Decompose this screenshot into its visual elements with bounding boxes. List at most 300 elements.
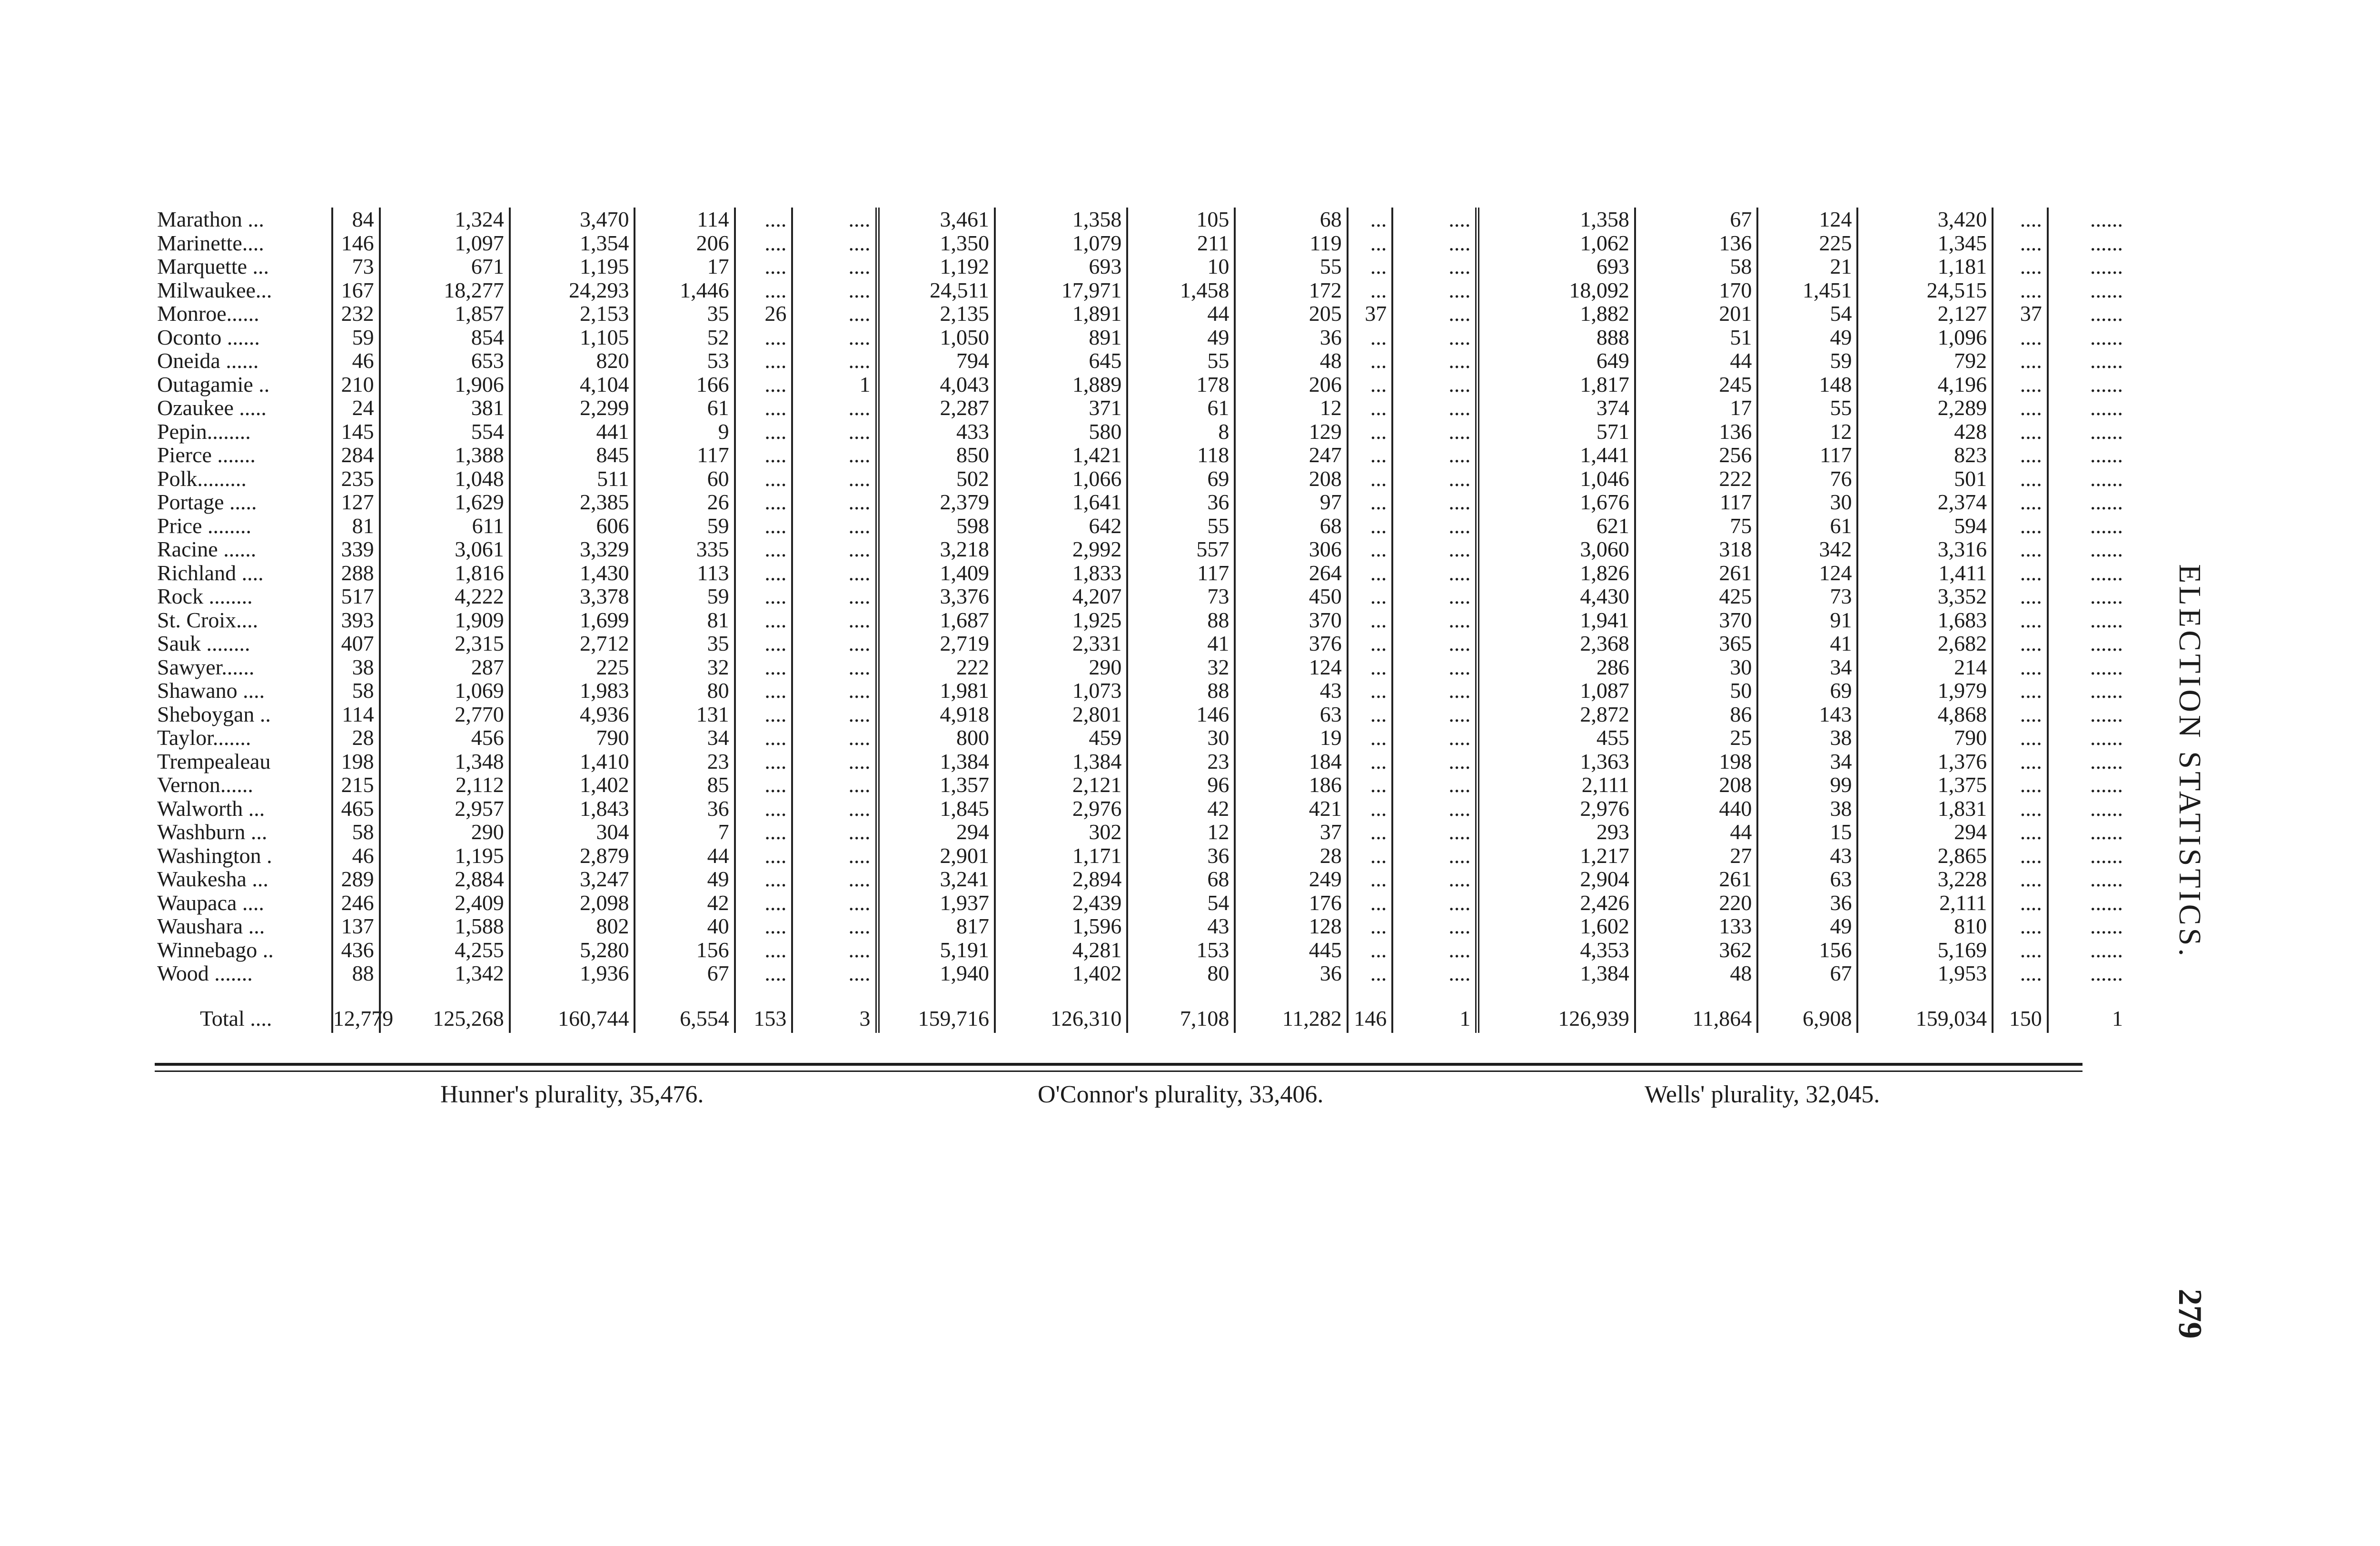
vote-cell: 232 [332,302,380,326]
vote-cell: 2,719 [877,632,995,655]
vote-cell: 128 [1235,914,1347,938]
county-name: Total .... [157,985,332,1033]
vote-cell: .... [1392,750,1478,773]
vote-cell: ... [1348,632,1393,655]
vote-cell: 44 [1635,820,1757,844]
vote-cell: 117 [1757,443,1857,467]
vote-cell: ...... [2090,890,2123,915]
vote-cell: 671 [380,255,510,278]
vote-cell: ...... [2090,207,2123,231]
vote-cell: 35 [635,632,734,655]
vote-cell: 1,069 [380,679,510,703]
vote-cell: 114 [635,208,734,231]
vote-cell: 24,293 [510,278,635,302]
page-number: 279 [2172,1288,2208,1339]
vote-cell: .... [1993,608,2048,632]
vote-cell: 124 [1757,208,1857,231]
vote-cell: 381 [380,396,510,420]
vote-cell: 1,402 [995,961,1127,985]
hunner-plurality: Hunner's plurality, 35,476. [440,1081,704,1108]
vote-cell: .... [1993,231,2048,255]
vote-cell: 645 [995,349,1127,373]
vote-cell: 41 [1127,632,1235,655]
vote-cell: 17 [635,255,734,278]
vote-cell: ...... [2090,654,2123,679]
vote-cell: 1,906 [380,373,510,396]
vote-cell: .... [1993,326,2048,349]
vote-cell: .... [1993,914,2048,938]
vote-cell: 36 [1757,891,1857,915]
vote-cell: 1,421 [995,443,1127,467]
vote-cell: 1,402 [510,773,635,797]
vote-cell: 433 [877,420,995,444]
vote-cell: 44 [1635,349,1757,373]
vote-cell: 2,315 [380,632,510,655]
vote-cell: 131 [635,703,734,726]
vote-cell: .... [1993,679,2048,703]
vote-cell: .... [1392,820,1478,844]
vote-cell: 214 [1857,655,1993,679]
vote-cell: .... [1392,255,1478,278]
vote-cell: 85 [635,773,734,797]
vote-cell: 27 [1635,844,1757,868]
vote-cell: ... [1348,443,1393,467]
vote-cell: 53 [635,349,734,373]
county-name: Wood ....... [157,961,332,985]
vote-cell: ... [1348,867,1393,891]
vote-cell: 1,676 [1478,490,1635,514]
vote-cell: .... [1392,278,1478,302]
vote-cell: .... [1392,655,1478,679]
vote-cell: 306 [1235,537,1347,561]
vote-cell: 59 [635,514,734,538]
county-name: Walworth ... [157,797,332,821]
county-name: Trempealeau [157,750,332,773]
vote-cell: .... [792,632,877,655]
vote-cell: .... [735,844,793,868]
vote-cell: ... [1348,844,1393,868]
vote-cell: ...... [2090,325,2123,349]
table-row [157,349,2128,373]
vote-cell: 1,410 [510,750,635,773]
vote-cell: 49 [1757,326,1857,349]
table-row [157,467,2128,491]
vote-cell: ... [1348,467,1393,491]
vote-cell: 88 [1127,679,1235,703]
vote-cell: 60 [635,467,734,491]
vote-cell: .... [735,655,793,679]
vote-cell: .... [792,961,877,985]
vote-cell: ... [1348,820,1393,844]
vote-cell: ... [1348,349,1393,373]
vote-cell: 2,289 [1857,396,1993,420]
vote-cell: 50 [1635,679,1757,703]
vote-cell: ...... [2090,796,2123,821]
vote-cell: 4,281 [995,938,1127,962]
vote-cell: 693 [995,255,1127,278]
vote-cell: 61 [1127,396,1235,420]
vote-cell: 2,379 [877,490,995,514]
vote-cell: .... [1392,938,1478,962]
vote-cell: 2,904 [1478,867,1635,891]
county-name: Monroe...... [157,302,332,326]
vote-cell: 4,936 [510,703,635,726]
vote-cell: 642 [995,514,1127,538]
vote-cell: 7,108 [1127,985,1235,1033]
vote-cell: 68 [1127,867,1235,891]
vote-cell: .... [1392,679,1478,703]
vote-cell: .... [735,820,793,844]
vote-cell: 86 [1635,703,1757,726]
vote-cell: 35 [635,302,734,326]
vote-cell: 1,925 [995,608,1127,632]
vote-cell: 459 [995,726,1127,750]
vote-cell: 10 [1127,255,1235,278]
vote-cell: 17,971 [995,278,1127,302]
vote-cell: .... [735,349,793,373]
vote-cell: 2,712 [510,632,635,655]
table-row [157,726,2128,750]
vote-cell: 1,843 [510,797,635,821]
vote-cell: 54 [1127,891,1235,915]
vote-cell: .... [735,231,793,255]
vote-cell: 159,034 [1857,985,1993,1033]
vote-cell: .... [1392,514,1478,538]
vote-cell: 1,087 [1478,679,1635,703]
vote-cell: ...... [2090,348,2123,373]
vote-cell: 393 [332,608,380,632]
table-row [157,797,2128,821]
vote-cell: 1,048 [380,467,510,491]
vote-cell: 1,409 [877,561,995,585]
county-name: Taylor....... [157,726,332,750]
vote-cell: 26 [735,302,793,326]
vote-cell: 1,683 [1857,608,1993,632]
vote-cell: 1,062 [1478,231,1635,255]
vote-cell: 5,191 [877,938,995,962]
vote-cell: .... [735,797,793,821]
vote-cell: 1,596 [995,914,1127,938]
vote-cell: 1,446 [635,278,734,302]
vote-cell: 3,247 [510,867,635,891]
vote-cell: 26 [635,490,734,514]
vote-cell: 362 [1635,938,1757,962]
vote-cell: 30 [1757,490,1857,514]
vote-cell: 2,299 [510,396,635,420]
vote-cell: .... [735,608,793,632]
vote-cell: .... [1993,938,2048,962]
county-name: Sauk ........ [157,632,332,655]
vote-cell: 166 [635,373,734,396]
vote-cell: 425 [1635,585,1757,608]
vote-cell: 370 [1635,608,1757,632]
county-name: Winnebago .. [157,938,332,962]
vote-cell: 436 [332,938,380,962]
vote-cell: 2,872 [1478,703,1635,726]
vote-cell: 4,222 [380,585,510,608]
vote-cell: 1,348 [380,750,510,773]
county-name: Shawano .... [157,679,332,703]
vote-cell: 440 [1635,797,1757,821]
vote-cell: 129 [1235,420,1347,444]
vote-cell: .... [1392,467,1478,491]
vote-cell: .... [735,891,793,915]
running-head: ELECTION STATISTICS. [2172,564,2207,959]
vote-cell: 61 [635,396,734,420]
vote-cell: .... [792,443,877,467]
vote-cell: .... [792,514,877,538]
vote-cell: 3 [792,985,877,1033]
vote-cell: ...... [2090,301,2123,326]
table-row [157,655,2128,679]
county-name: Ozaukee ..... [157,396,332,420]
vote-cell: 2,801 [995,703,1127,726]
vote-cell: .... [735,679,793,703]
vote-cell: 43 [1757,844,1857,868]
vote-cell: ... [1348,891,1393,915]
vote-cell: .... [1993,255,2048,278]
county-name: Pierce ....... [157,443,332,467]
vote-cell: 40 [635,914,734,938]
county-name: Oconto ...... [157,326,332,349]
vote-cell: .... [1392,726,1478,750]
vote-cell: 117 [1127,561,1235,585]
vote-cell: ...... [2090,607,2123,632]
vote-cell: 1,641 [995,490,1127,514]
vote-cell: .... [735,961,793,985]
vote-cell: ...... [2090,702,2123,726]
vote-cell: 3,461 [877,208,995,231]
vote-cell: .... [1392,703,1478,726]
vote-cell: .... [735,561,793,585]
vote-cell: .... [1392,797,1478,821]
table-row [157,820,2128,844]
vote-cell: ... [1348,208,1393,231]
vote-cell: .... [1392,326,1478,349]
vote-cell: 3,376 [877,585,995,608]
vote-cell: 571 [1478,420,1635,444]
vote-cell: ...... [2090,490,2123,514]
vote-cell: ... [1348,373,1393,396]
vote-cell: 2,127 [1857,302,1993,326]
vote-cell: 30 [1635,655,1757,679]
county-name: Polk......... [157,467,332,491]
vote-cell: 1,981 [877,679,995,703]
vote-cell: 84 [332,208,380,231]
table-row [157,373,2128,396]
vote-cell: 36 [1235,961,1347,985]
table-row [157,961,2128,985]
vote-cell: 1,079 [995,231,1127,255]
vote-cell: 1,350 [877,231,995,255]
vote-cell: 2,287 [877,396,995,420]
vote-cell: 220 [1635,891,1757,915]
vote-cell: 7 [635,820,734,844]
vote-cell: .... [1392,349,1478,373]
vote-cell: ...... [2090,937,2123,962]
vote-cell: ...... [2090,560,2123,585]
vote-cell: 1,411 [1857,561,1993,585]
vote-cell: 124 [1235,655,1347,679]
vote-cell: .... [735,420,793,444]
vote-cell: 339 [332,537,380,561]
vote-cell: 4,043 [877,373,995,396]
county-name: Waupaca .... [157,891,332,915]
vote-cell: .... [1392,373,1478,396]
vote-cell: 167 [332,278,380,302]
vote-cell: 286 [1478,655,1635,679]
vote-cell: .... [735,750,793,773]
vote-cell: ... [1348,703,1393,726]
table-row [157,632,2128,655]
vote-cell: 68 [1235,208,1347,231]
vote-cell: 63 [1235,703,1347,726]
vote-cell: 318 [1635,537,1757,561]
vote-cell: 2,111 [1478,773,1635,797]
vote-cell: 150 [1993,985,2048,1033]
vote-cell: 73 [1757,585,1857,608]
vote-cell: .... [1392,891,1478,915]
vote-cell: .... [792,938,877,962]
vote-cell: ... [1348,514,1393,538]
vote-cell: 198 [332,750,380,773]
vote-cell: ...... [2090,396,2123,420]
vote-cell: 117 [635,443,734,467]
vote-cell: 1,441 [1478,443,1635,467]
vote-cell: .... [735,208,793,231]
county-name: Oneida ...... [157,349,332,373]
vote-cell: .... [735,914,793,938]
table-row [157,231,2128,255]
vote-cell: 148 [1757,373,1857,396]
vote-cell: ...... [2090,443,2123,467]
vote-cell: ... [1348,726,1393,750]
vote-cell: 3,352 [1857,585,1993,608]
vote-cell: 557 [1127,537,1235,561]
county-name: Washington . [157,844,332,868]
vote-cell: ...... [2090,277,2123,302]
vote-cell: 30 [1127,726,1235,750]
vote-cell: .... [1993,490,2048,514]
vote-cell: 136 [1635,231,1757,255]
vote-cell: 302 [995,820,1127,844]
vote-cell: .... [792,231,877,255]
vote-cell: ... [1348,561,1393,585]
vote-cell: .... [792,537,877,561]
vote-cell: 1,046 [1478,467,1635,491]
vote-cell: 43 [1235,679,1347,703]
vote-cell: 594 [1857,514,1993,538]
vote-cell: 2,135 [877,302,995,326]
vote-cell: 6,554 [635,985,734,1033]
vote-cell: 21 [1757,255,1857,278]
vote-cell: .... [792,867,877,891]
table-row [157,679,2128,703]
vote-cell: .... [1392,608,1478,632]
vote-cell: 294 [877,820,995,844]
table-row [157,208,2128,231]
vote-cell: ...... [2090,725,2123,750]
vote-cell: ...... [2090,466,2123,491]
table-row [157,396,2128,420]
table-row [157,773,2128,797]
vote-cell: 2,153 [510,302,635,326]
vote-cell: ... [1348,231,1393,255]
vote-cell: ... [1348,326,1393,349]
vote-cell: 43 [1127,914,1235,938]
vote-cell: 38 [1757,797,1857,821]
vote-cell: 2,426 [1478,891,1635,915]
vote-cell: 42 [635,891,734,915]
vote-cell: 24,511 [877,278,995,302]
vote-cell: 80 [1127,961,1235,985]
vote-cell: 810 [1857,914,1993,938]
vote-cell: ... [1348,961,1393,985]
vote-cell: .... [735,773,793,797]
vote-cell: 1,937 [877,891,995,915]
vote-cell: 96 [1127,773,1235,797]
vote-cell: .... [735,938,793,962]
vote-cell: 38 [332,655,380,679]
vote-cell: 17 [1635,396,1757,420]
county-name: Marinette.... [157,231,332,255]
table-row [157,608,2128,632]
vote-cell: 4,207 [995,585,1127,608]
vote-cell: 206 [635,231,734,255]
vote-cell: .... [1392,208,1478,231]
vote-cell: 4,104 [510,373,635,396]
table-row [157,326,2128,349]
vote-cell: 2,098 [510,891,635,915]
vote-cell: 246 [332,891,380,915]
vote-cell: 554 [380,420,510,444]
vote-cell: 2,894 [995,867,1127,891]
vote-cell: 52 [635,326,734,349]
vote-cell: 3,378 [510,585,635,608]
vote-cell: 2,770 [380,703,510,726]
vote-cell: .... [1993,443,2048,467]
vote-cell: 792 [1857,349,1993,373]
vote-cell: 598 [877,514,995,538]
total-row [157,985,2128,1033]
vote-cell: ...... [2090,678,2123,703]
vote-cell: .... [1993,514,2048,538]
vote-cell: 2,368 [1478,632,1635,655]
vote-cell: .... [792,655,877,679]
vote-cell: 34 [1757,655,1857,679]
vote-cell: 36 [635,797,734,821]
county-name: Richland .... [157,561,332,585]
vote-cell: 215 [332,773,380,797]
vote-cell: .... [792,891,877,915]
vote-cell: .... [1993,396,2048,420]
vote-cell: ... [1348,655,1393,679]
vote-cell: .... [735,255,793,278]
vote-cell: 42 [1127,797,1235,821]
vote-cell: 1,817 [1478,373,1635,396]
vote-cell: 1,358 [1478,208,1635,231]
vote-cell: .... [792,914,877,938]
vote-cell: .... [1993,750,2048,773]
vote-cell: 208 [1635,773,1757,797]
vote-cell: 1,363 [1478,750,1635,773]
vote-cell: 11,864 [1635,985,1757,1033]
county-name: Marathon ... [157,208,332,231]
vote-cell: 159,716 [877,985,995,1033]
vote-cell: 105 [1127,208,1235,231]
vote-cell: .... [792,349,877,373]
vote-cell: 19 [1235,726,1347,750]
